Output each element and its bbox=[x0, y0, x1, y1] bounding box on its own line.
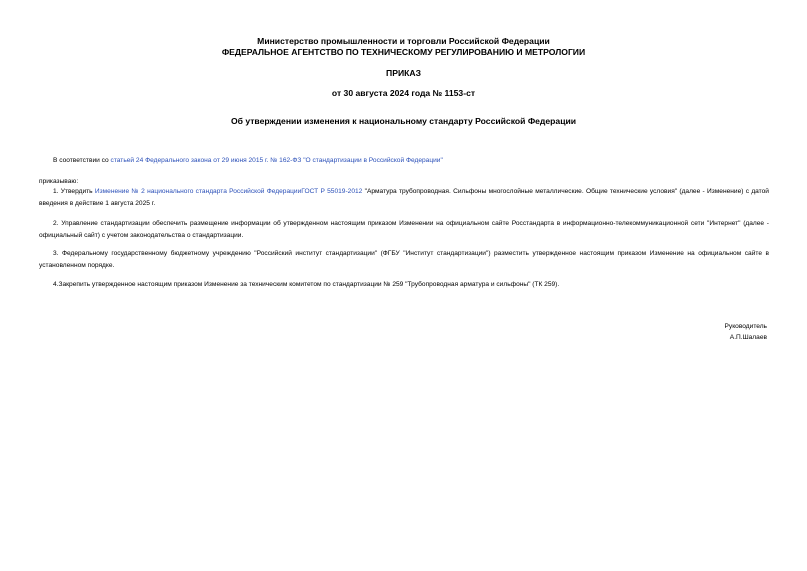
order-item-3 bbox=[39, 248, 769, 271]
order-date-number: от 30 августа 2024 года № 1153-ст bbox=[331, 88, 476, 98]
amendment-link[interactable]: Изменение № 2 национального стандарта Российской Федерации bbox=[94, 188, 302, 195]
item3-text: 3. Федеральному государственному бюджетному учреждению "Российский институт стандартизации" (ФГБУ "Институт стандартизации") разместить утвержденное настоящим приказом Изменение на официальном сайте в установленном порядке. bbox=[39, 250, 769, 269]
item1-text: "Арматура трубопроводная. Сильфоны многослойные металлические. Общие технические условия" (далее - Изменение) с датой введения в действие 1 августа 2025 г. bbox=[39, 188, 769, 207]
signatory-title: Руководитель bbox=[724, 323, 767, 330]
law-article-link[interactable]: статьей 24 Федерального закона от 29 июня 2015 г. № 162-ФЗ "О стандартизации в Российской Федерации" bbox=[110, 157, 443, 164]
preamble-paragraph bbox=[39, 155, 769, 167]
order-item-2 bbox=[39, 218, 769, 241]
agency-title: ФЕДЕРАЛЬНОЕ АГЕНТСТВО ПО ТЕХНИЧЕСКОМУ РЕГУЛИРОВАНИЮ И МЕТРОЛОГИИ bbox=[221, 47, 586, 57]
order-word: приказываю: bbox=[39, 178, 79, 185]
item1-prefix: 1. Утвердить bbox=[53, 188, 95, 195]
document-type: ПРИКАЗ bbox=[386, 68, 421, 78]
signatory-name: А.П.Шалаев bbox=[729, 334, 767, 341]
order-item-1 bbox=[39, 186, 769, 209]
gost-standard-link[interactable]: ГОСТ Р 55019-2012 bbox=[301, 188, 363, 195]
ministry-title: Министерство промышленности и торговли Российской Федерации bbox=[257, 36, 550, 46]
order-item-4 bbox=[39, 279, 769, 291]
item2-text: 2. Управление стандартизации обеспечить размещение информации об утвержденном настоящим приказом Изменении на официальном сайте Росстандарта в информационно-телекоммуникационной сети "Интернет" (далее - официальный сайт) с учетом законодательства о стандартизации. bbox=[39, 220, 769, 239]
preamble-text: В соответствии со bbox=[53, 157, 111, 164]
order-subject: Об утверждении изменения к национальному стандарту Российской Федерации bbox=[230, 116, 577, 126]
item4-text: 4.Закрепить утвержденное настоящим приказом Изменение за техническим комитетом по стандартизации № 259 "Трубопроводная арматура и сильфоны" (ТК 259). bbox=[53, 281, 560, 288]
